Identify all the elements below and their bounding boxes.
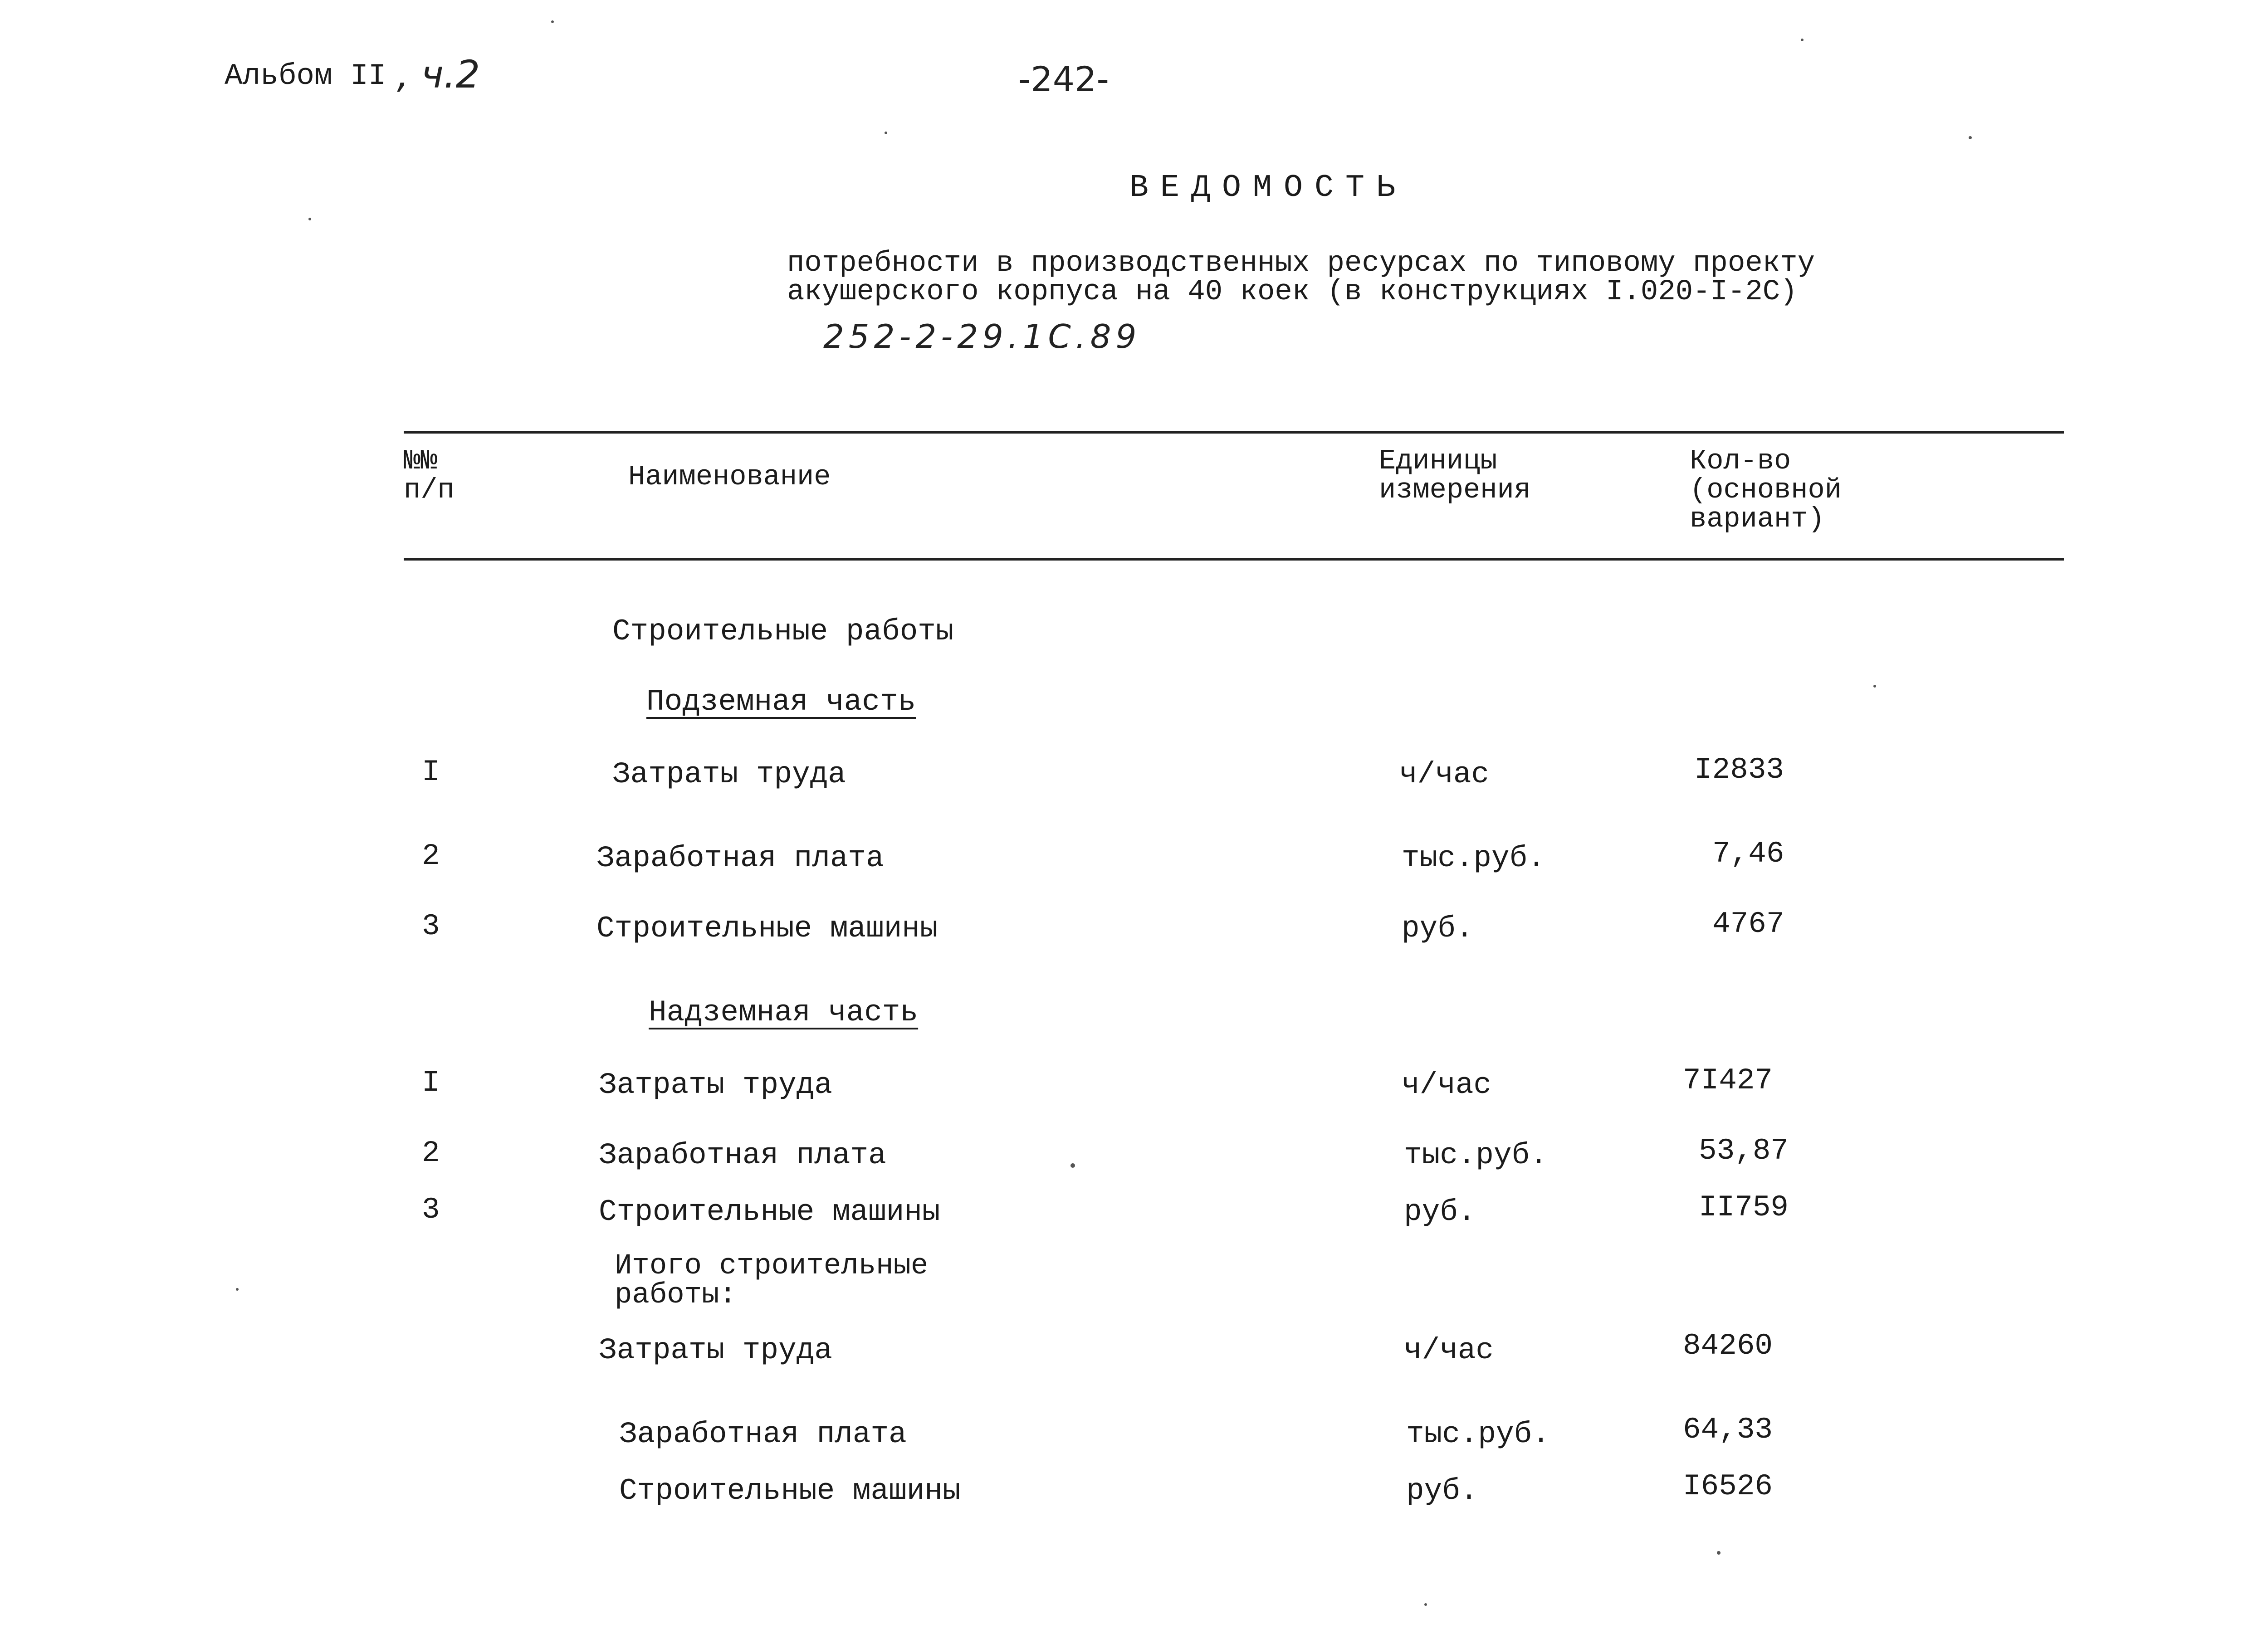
- row-name: Затраты труда: [599, 1068, 832, 1102]
- row-qty: 53,87: [1699, 1134, 1789, 1168]
- album-label: Альбом II: [225, 59, 386, 93]
- col-header-unit: Единицы измерения: [1379, 445, 1531, 506]
- row-unit: тыс.руб.: [1402, 841, 1545, 875]
- row-qty: 7I427: [1683, 1063, 1773, 1097]
- row-unit: руб.: [1406, 1474, 1478, 1508]
- group-title-aboveground: Надземная часть: [649, 995, 919, 1029]
- row-name: Затраты труда: [599, 1333, 832, 1367]
- row-number: 2: [422, 1136, 440, 1170]
- col-header-number: №№ п/п: [404, 445, 455, 506]
- row-unit: руб.: [1402, 912, 1474, 946]
- section-title: Строительные работы: [612, 615, 954, 649]
- row-number: I: [422, 1066, 440, 1100]
- row-qty: II759: [1699, 1190, 1789, 1224]
- row-unit: ч/час: [1402, 1068, 1492, 1102]
- subtitle-line-1: потребности в производственных ресурсах по типовому проекту: [787, 247, 1815, 280]
- row-unit: ч/час: [1404, 1333, 1494, 1367]
- row-name: Строительные машины: [596, 912, 938, 946]
- col-header-qty: Кол-во (основной вариант): [1690, 445, 1842, 535]
- row-number: 2: [422, 839, 440, 873]
- row-unit: ч/час: [1399, 757, 1490, 791]
- row-name: Заработная плата: [619, 1417, 907, 1451]
- doc-code-handwritten: 252-2-29.1С.89: [823, 317, 1141, 356]
- row-qty: 7,46: [1712, 837, 1784, 871]
- row-unit: тыс.руб.: [1404, 1138, 1548, 1172]
- col-header-name: Наименование: [628, 461, 831, 493]
- group-title-underground: Подземная часть: [646, 685, 916, 719]
- row-number: 3: [422, 909, 440, 943]
- document-title: ВЕДОМОСТЬ: [1129, 170, 1408, 206]
- subtitle-line-2: акушерского корпуса на 40 коек (в конструкциях I.020-I-2C): [787, 276, 1798, 308]
- row-name: Затраты труда: [612, 757, 846, 791]
- row-name: Строительные машины: [619, 1474, 961, 1508]
- page-number: -242-: [1018, 59, 1109, 99]
- row-unit: тыс.руб.: [1406, 1417, 1550, 1451]
- row-name: Строительные машины: [599, 1195, 940, 1229]
- row-qty: 84260: [1683, 1329, 1773, 1363]
- row-number: 3: [422, 1193, 440, 1227]
- row-number: I: [422, 755, 440, 789]
- table-top-rule: [404, 431, 2064, 434]
- album-part-handwritten: , ч.2: [397, 52, 480, 97]
- row-name: Заработная плата: [599, 1138, 886, 1172]
- row-qty: I2833: [1694, 753, 1784, 787]
- totals-title: Итого строительные работы:: [615, 1250, 929, 1312]
- row-qty: 4767: [1712, 907, 1784, 941]
- table-header-bottom-rule: [404, 558, 2064, 561]
- row-unit: руб.: [1404, 1195, 1476, 1229]
- row-name: Заработная плата: [596, 841, 884, 875]
- row-qty: 64,33: [1683, 1413, 1773, 1447]
- row-qty: I6526: [1683, 1469, 1773, 1503]
